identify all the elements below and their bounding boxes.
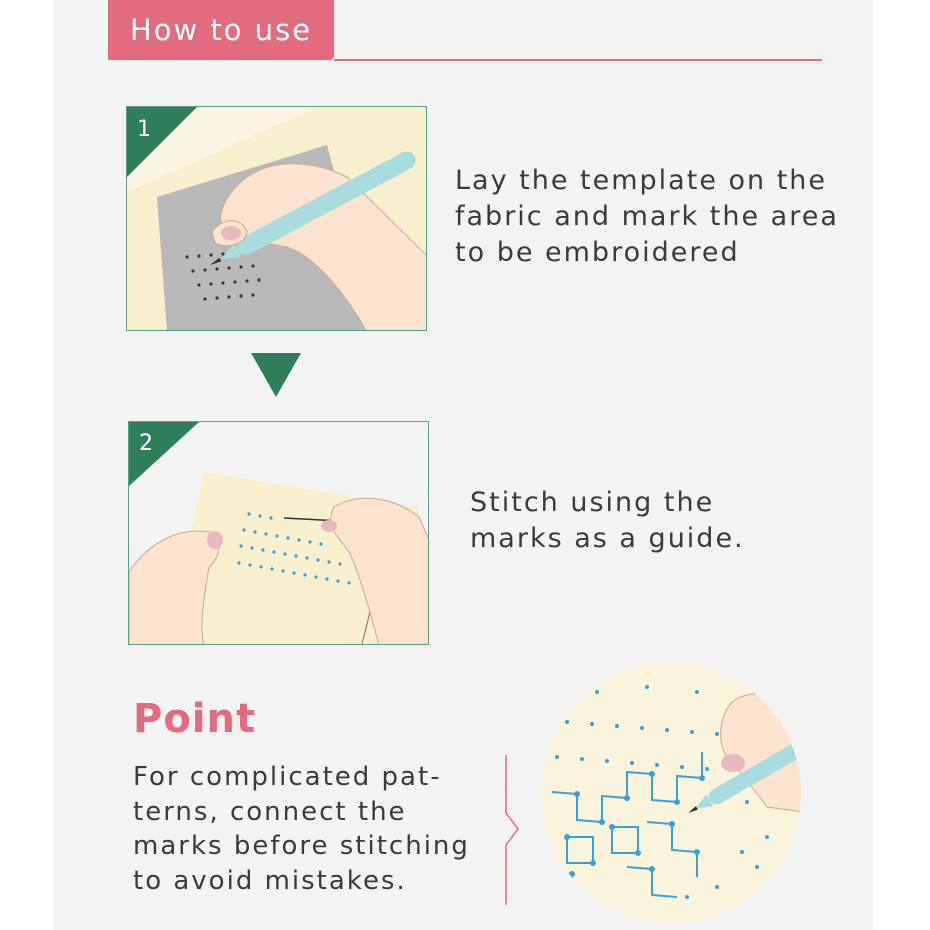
down-arrow-icon xyxy=(251,353,301,397)
callout-pointer xyxy=(500,755,524,905)
step-1-illustration xyxy=(126,106,427,331)
point-title: Point xyxy=(133,696,257,742)
step-2-text: Stitch using the marks as a guide. xyxy=(470,487,745,554)
title-underline xyxy=(334,59,822,61)
step-1-text: Lay the template on the fabric and mark the area to be embroidered xyxy=(455,165,839,268)
step-2-illustration xyxy=(128,421,429,645)
point-text: For complicated pat- terns, connect the marks before stitching to avoid mistakes. xyxy=(133,762,470,896)
step-1-number: 1 xyxy=(137,117,151,142)
step-2-number: 2 xyxy=(139,431,153,456)
point-illustration xyxy=(537,662,805,924)
section-title: How to use xyxy=(108,0,334,60)
